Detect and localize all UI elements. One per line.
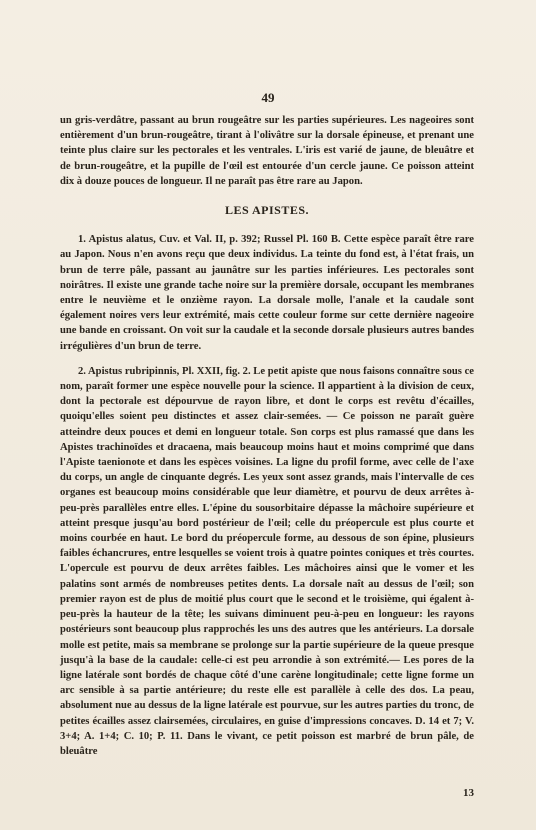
intro-paragraph: un gris-verdâtre, passant au brun rougeâtre sur les parties supérieures. Les nageoires sont entièrement d'un brun-rougeâtre, tirant à l'olivâtre sur la dorsale épineuse, et prenant une teinte plus claire sur les pectorales et les ventrales. L'iris est varié de jaune, de bleuâtre et de brun-rougeâtre, et la pupille de l'œil est entourée d'un cercle jaune. Ce poisson atteint dix à douze pouces de longueur. Il ne paraît pas être rare au Japon.: [60, 115, 474, 187]
page-body: [60, 113, 474, 759]
entry-apistus-rubripinnis: 2. Apistus rubripinnis, Pl. XXII, fig. 2. Le petit apiste que nous faisons connaître sous ce nom, paraît former une espèce nouvelle pour la science. Il appartient à la division de ceux, dont la pectorale est dépourvue de rayon libre, et dont le corps est revêtu d'écailles, quoiqu'elles soient peu distinctes et assez clair-semées. — Ce poisson ne paraît guère atteindre deux pouces et demi en longueur totale. Son corps est plus ramassé que dans les Apistes trachinoïdes et dracaena, mais beaucoup moins haut et moins comprimé que dans l'Apiste taenionote et dans les espèces voisines. La ligne du profil forme, avec celle de l'axe du corps, un angle de cinquante degrés. Les yeux sont assez grands, mais l'intervalle de ces organes est beaucoup moins considérable que leur diamètre, et pourvu de deux arrêtes à-peu-près parallèles entre elles. L'épine du sousorbitaire dépasse la mâchoire supérieure et atteint presque jusqu'au bord postérieur de l'œil; celle du préopercule est plus courte et moins courbée en haut. Le bord du préopercule forme, au dessous de son épine, plusieurs faibles échancrures, entre lesquelles se voient trois à quatre pointes coniques et très courtes. L'opercule est pourvu de deux arrêtes faibles. Les mâchoires ainsi que le vomer et les palatins sont armés de nombreuses petites dents. La dorsale naît au dessus de l'œil; son premier rayon est de plus de moitié plus court que le second et le troisième, qui égalent à-peu-près la hauteur de la tête; les suivans diminuent peu-à-peu en longueur: les rayons postérieurs sont beaucoup plus rapprochés les uns des autres que les antérieurs. La dorsale molle est petite, mais sa membrane se prolonge sur la partie supérieure de la queue presque jusqu'à la base de la caudale: celle-ci est peu arrondie à son extrémité.— Les pores de la ligne latérale sont bordés de chaque côté d'une carène longitudinale; cette ligne forme un arc sensible à sa partie antérieure; du reste elle est parallèle à celle des dos. La peau, absolument nue au dessus de la ligne latérale est pourvue, sur les autres parties du tronc, de petites écailles assez clairsemées, circulaires, en guise d'impressions concaves. D. 14 et 7; V. 3+4; A. 1+4; C. 10; P. 11. Dans le vivant, ce petit poisson est marbré de brun pâle, de bleuâtre: [60, 365, 474, 757]
entry-separator: [60, 354, 474, 364]
signature-mark: 13: [463, 787, 474, 799]
section-heading: LES APISTES.: [224, 203, 310, 218]
page-number: 49: [261, 90, 275, 105]
entry-apistus-alatus: 1. Apistus alatus, Cuv. et Val. II, p. 392; Russel Pl. 160 B. Cette espèce paraît être rare au Japon. Nous n'en avons reçu que deux individus. La teinte du fond est, à l'état frais, un brun de terre pâle, passant au jaunâtre sur les parties inférieures. Les pectorales sont noirâtres. Il existe une grande tache noire sur la première dorsale, occupant les membranes entre le neuvième et le onzième rayon. La dorsale molle, l'anale et la caudale sont également noires vers leur extrémité, mais cette couleur forme sur cette dernière nageoire une bande en croissant. On voit sur la caudale et la seconde dorsale plusieurs autres bandes irrégulières d'un brun de terre.: [60, 234, 474, 352]
